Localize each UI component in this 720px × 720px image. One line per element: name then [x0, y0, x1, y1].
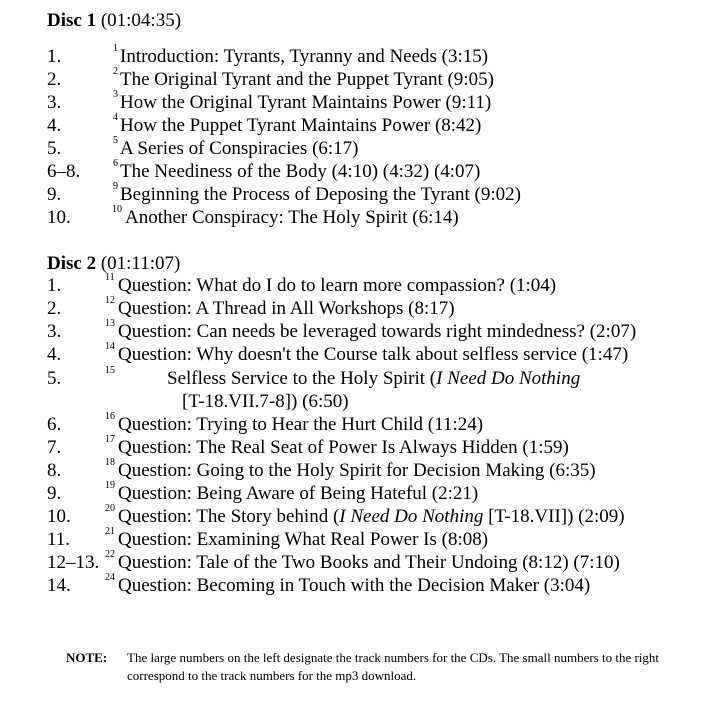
- track-title: [118, 505, 625, 528]
- mp3-track-number: 9: [113, 181, 118, 192]
- track-title: Question: Why doesn't the Course talk about selfless service (1:47): [118, 344, 629, 365]
- cd-track-number: 14.: [47, 575, 71, 596]
- mp3-track-number: 16: [105, 411, 115, 422]
- cd-track-number: 9.: [47, 184, 62, 205]
- mp3-track-number: 17: [105, 434, 115, 445]
- cd-track-number: 6.: [47, 414, 62, 435]
- cd-track-number: 8.: [47, 460, 62, 481]
- track-title-suffix: [T-18.VII]) (2:09): [483, 506, 625, 527]
- track-title: Question: The Real Seat of Power Is Always Hidden (1:59): [118, 437, 569, 458]
- track-title: Question: Becoming in Touch with the Decision Maker (3:04): [118, 575, 591, 596]
- mp3-track-number: 22: [105, 549, 115, 560]
- mp3-track-number: 15: [105, 365, 115, 376]
- cd-track-number: 6–8.: [47, 161, 81, 182]
- cd-track-number: 9.: [47, 483, 62, 504]
- cd-track-number: 5.: [47, 138, 62, 159]
- cd-track-number: 2.: [47, 69, 62, 90]
- cd-track-number: 2.: [47, 298, 62, 319]
- disc-1-duration: (01:04:35): [100, 10, 182, 31]
- mp3-track-number: 10: [112, 204, 122, 215]
- cd-track-number: 3.: [47, 321, 62, 342]
- disc-1-label: Disc 1: [47, 10, 97, 31]
- track-title: Introduction: Tyrants, Tyranny and Needs (3:15): [120, 46, 489, 67]
- mp3-track-number: 13: [105, 318, 115, 329]
- disc-2-duration: (01:11:07): [100, 253, 181, 274]
- track-title: Question: What do I do to learn more compassion? (1:04): [118, 275, 557, 296]
- track-title: The Original Tyrant and the Puppet Tyrant (9:05): [120, 69, 494, 90]
- mp3-track-number: 6: [113, 158, 118, 169]
- track-title-continued: [T-18.VII.7-8]) (6:50): [182, 391, 349, 412]
- cd-track-number: 10.: [47, 506, 71, 527]
- cd-track-number: 5.: [47, 368, 62, 389]
- track-title: Question: Tale of the Two Books and Their Undoing (8:12) (7:10): [118, 552, 620, 573]
- track-title: Another Conspiracy: The Holy Spirit (6:14): [125, 207, 459, 228]
- cd-track-number: 4.: [47, 115, 62, 136]
- note-label: NOTE:: [66, 650, 108, 665]
- track-title: Beginning the Process of Deposing the Tyrant (9:02): [120, 184, 521, 205]
- cd-track-number: 7.: [47, 437, 62, 458]
- mp3-track-number: 19: [105, 480, 115, 491]
- track-title: Question: A Thread in All Workshops (8:17): [118, 298, 455, 319]
- track-title: Question: Trying to Hear the Hurt Child (11:24): [118, 414, 484, 435]
- track-title: The Neediness of the Body (4:10) (4:32) (4:07): [120, 161, 481, 182]
- track-title: Question: Examining What Real Power Is (8:08): [118, 529, 489, 550]
- mp3-track-number: 2: [113, 66, 118, 77]
- mp3-track-number: 12: [105, 295, 115, 306]
- cd-track-number: 12–13.: [47, 552, 100, 573]
- cd-track-number: 11.: [47, 529, 71, 550]
- mp3-track-number: 21: [105, 526, 115, 537]
- track-title: A Series of Conspiracies (6:17): [120, 138, 359, 159]
- cd-track-number: 1.: [47, 275, 62, 296]
- track-title: Question: Being Aware of Being Hateful (2:21): [118, 483, 479, 504]
- cd-track-number: 3.: [47, 92, 62, 113]
- mp3-track-number: 5: [113, 135, 118, 146]
- mp3-track-number: 14: [105, 341, 115, 352]
- disc-2-label: Disc 2: [47, 253, 97, 274]
- mp3-track-number: 20: [105, 503, 115, 514]
- disc-1-header: [47, 10, 181, 32]
- mp3-track-number: 4: [113, 112, 118, 123]
- cd-track-number: 1.: [47, 46, 62, 67]
- track-title-italic: I Need Do Nothing: [436, 368, 581, 389]
- track-title: How the Puppet Tyrant Maintains Power (8:42): [120, 115, 482, 136]
- track-title-text: Selfless Service to the Holy Spirit (: [167, 368, 437, 389]
- mp3-track-number: 1: [113, 43, 118, 54]
- mp3-track-number: 24: [105, 572, 115, 583]
- track-title: How the Original Tyrant Maintains Power (9:11): [120, 92, 492, 113]
- mp3-track-number: 3: [113, 89, 118, 100]
- track-title-text: Question: The Story behind (: [118, 506, 340, 527]
- mp3-track-number: 11: [105, 272, 115, 283]
- note-text: The large numbers on the left designate the track numbers for the CDs. The small numbers to the right correspond to the track numbers for the mp3 download.: [127, 650, 660, 683]
- cd-track-number: 10.: [47, 207, 71, 228]
- mp3-track-number: 18: [105, 457, 115, 468]
- track-title-italic: I Need Do Nothing: [339, 506, 484, 527]
- track-title: Question: Can needs be leveraged towards right mindedness? (2:07): [118, 321, 637, 342]
- cd-track-number: 4.: [47, 344, 62, 365]
- track-title: Question: Going to the Holy Spirit for Decision Making (6:35): [118, 460, 596, 481]
- track-title: [167, 367, 580, 390]
